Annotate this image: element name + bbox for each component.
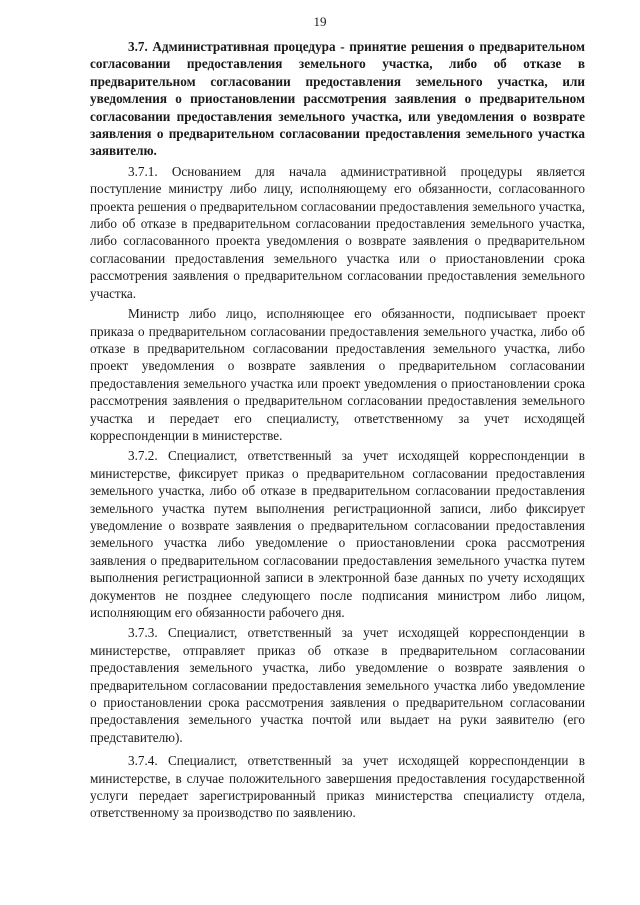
paragraph-minister-signs: Министр либо лицо, исполняющее его обязанности, подписывает проект приказа о предварительном согласовании предоставления земельного участка, либо об отказе в предварительном согласовании предоставления земельного участка, либо проект уведомления о возврате заявления о предварительном согласовании предоставления земельного участка или проект уведомления о приостановлении срока рассмотрения заявления о предварительном согласовании предоставления земельного участка и передает его специалисту, ответственному за учет исходящей корреспонденции в министерстве. bbox=[90, 306, 585, 443]
page-body bbox=[90, 38, 585, 825]
paragraph-3-7-3: 3.7.3. Специалист, ответственный за учет исходящей корреспонденции в министерстве, отправляет приказ об отказе в предварительном согласовании предоставления земельного участка, либо уведомление о возврате заявления о предварительном согласовании предоставления земельного участка либо уведомление о приостановлении срока рассмотрения заявления о предварительном согласовании предоставления земельного участка почтой или выдает на руки заявителю (его представителю). bbox=[90, 625, 585, 745]
section-heading: 3.7. Административная процедура - принятие решения о предварительном согласовании предоставления земельного участка, либо об отказе в предварительном согласовании предоставления земельного участка, или уведомления о приостановлении рассмотрения заявления о предварительном согласовании предоставления земельного участка, или уведомления о возврате заявления о предварительном согласовании предоставления земельного участка заявителю. bbox=[90, 39, 585, 159]
page-number: 19 bbox=[313, 14, 327, 29]
paragraph-3-7-1: 3.7.1. Основанием для начала административной процедуры является поступление министру либо лицу, исполняющему его обязанности, согласованного проекта решения о предварительном согласовании предоставления земельного участка, либо об отказе в предварительном согласовании предоставления земельного участка, либо согласованного проекта уведомления о возврате заявления о предварительном согласовании предоставления земельного участка или о приостановлении срока рассмотрения заявления о предварительном согласовании предоставления земельного участка. bbox=[90, 163, 585, 301]
paragraph-3-7-2: 3.7.2. Специалист, ответственный за учет исходящей корреспонденции в министерстве, фиксирует приказ о предварительном согласовании предоставления земельного участка, либо об отказе в предварительном согласовании предоставления земельного участка путем выполнения регистрационной записи, либо фиксирует уведомление о возврате заявления о предварительном согласовании предоставления земельного участка либо уведомление о приостановлении срока рассмотрения заявления о предварительном согласовании предоставления земельного участка путем выполнения регистрационной записи в электронной базе данных по учету исходящих документов не позднее следующего после подписания министром либо лицом, исполняющим его обязанности рабочего дня. bbox=[90, 448, 585, 620]
paragraph-3-7-4: 3.7.4. Специалист, ответственный за учет исходящей корреспонденции в министерстве, в случае положительного завершения предоставления государственной услуги передает зарегистрированный приказ министерства специалисту отдела, ответственному за производство по заявлению. bbox=[90, 753, 585, 821]
